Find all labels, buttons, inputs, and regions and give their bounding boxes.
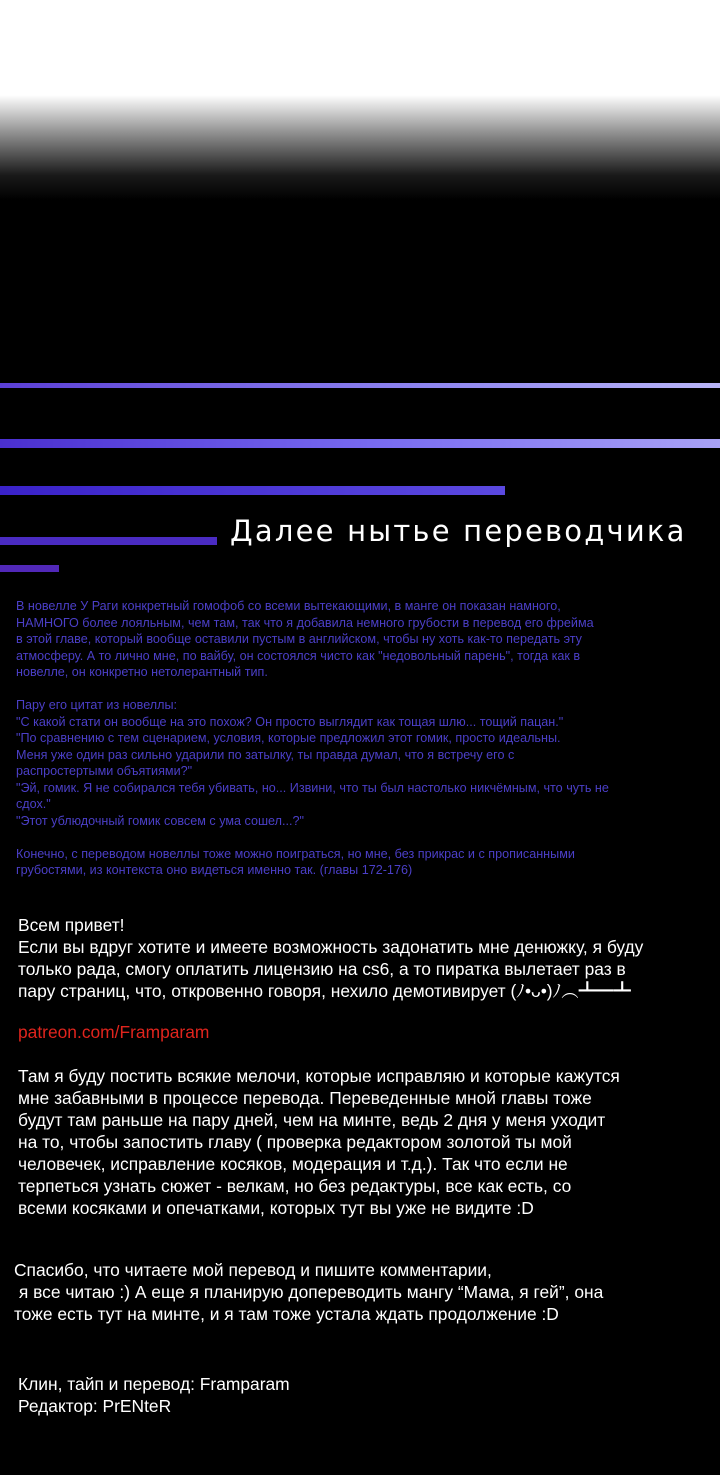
thanks-line: Спасибо, что читаете мой перевод и пишите комментарии, [14, 1260, 492, 1280]
quote-line: "Эй, гомик. Я не собирался тебя убивать, но... Извини, что ты был настолько никчёмным, что чуть не [16, 780, 609, 795]
quote-line: Меня уже один раз сильно ударили по затылку, ты правда думал, что я встречу его с [16, 747, 515, 762]
donation-message [18, 914, 718, 1002]
note-line: грубостями, из контекста оно видеться именно так. (главы 172-176) [16, 863, 413, 877]
quote-line: распростертыми объятиями?" [16, 764, 193, 778]
page-heading: Далее нытье переводчика [230, 514, 687, 548]
message-line: Там я буду постить всякие мелочи, которые исправляю и которые кажутся [18, 1066, 620, 1086]
message-line: Всем привет! [18, 915, 125, 935]
note-line: НАМНОГО более лояльным, чем там, так что я добавила немного грубости в перевод его фрейма [16, 615, 594, 630]
decor-bar-3 [0, 486, 505, 495]
patreon-link[interactable]: patreon.com/Framparam [18, 1022, 210, 1042]
message-line: пару страниц, что, откровенно говоря, нехило демотивирует (ﾉ•ᴗ•)ﾉ︵┻━┻ [18, 981, 631, 1001]
credits [18, 1373, 518, 1417]
note-line: в этой главе, который вообще оставили пустым в английском, чтобы ну хоть как-то передать эту [16, 632, 582, 646]
translator-note [16, 598, 716, 879]
message-line: только рада, смогу оплатить лицензию на cs6, а то пиратка вылетает раз в [18, 959, 626, 979]
credits-translator: Клин, тайп и перевод: Framparam [18, 1374, 290, 1394]
thanks-message [14, 1259, 718, 1325]
message-line: будут там раньше на пару дней, чем на минте, ведь 2 дня у меня уходит [18, 1110, 606, 1130]
note-line: В новелле У Раги конкретный гомофоб со всеми вытекающими, в манге он показан намного, [16, 599, 561, 613]
decor-bar-1 [0, 383, 720, 388]
thanks-line: я все читаю :) А еще я планирую допереводить мангу “Мама, я гей”, она [14, 1282, 604, 1302]
quote-line: "Этот ублюдочный гомик совсем с ума сошел...?" [16, 813, 304, 828]
decor-bar-5 [0, 565, 59, 572]
message-line: мне забавными в процессе перевода. Переведенные мной главы тоже [18, 1088, 592, 1108]
credits-editor: Редактор: PrENteR [18, 1396, 172, 1416]
note-line: новелле, он конкретно нетолерантный тип. [16, 665, 268, 679]
quote-line: "По сравнению с тем сценарием, условия, которые предложил этот гомик, просто идеальны. [16, 731, 561, 745]
decor-bar-4 [0, 537, 217, 545]
message-line: человечек, исправление косяков, модерация и т.д.). Так что если не [18, 1154, 568, 1174]
thanks-line: тоже есть тут на минте, и я там тоже устала ждать продолжение :D [14, 1304, 559, 1324]
note-line: атмосферу. А то лично мне, по вайбу, он состоялся чисто как "недовольный парень", тогда как в [16, 648, 581, 663]
decor-bar-2 [0, 439, 720, 448]
patreon-description [18, 1065, 718, 1219]
message-line: терпеться узнать сюжет - велкам, но без редактуры, все как есть, со [18, 1176, 572, 1196]
note-line: Конечно, с переводом новеллы тоже можно поиграться, но мне, без прикрас и с прописанными [16, 846, 575, 861]
quote-line: "С какой стати он вообще на это похож? Он просто выглядит как тощая шлю... тощий пацан." [16, 714, 564, 729]
top-white-fade [0, 0, 720, 200]
message-line: всеми косяками и опечатками, которых тут вы уже не видите :D [18, 1198, 534, 1218]
message-line: на то, чтобы запостить главу ( проверка редактором золотой ты мой [18, 1132, 572, 1152]
message-line: Если вы вдруг хотите и имеете возможность задонатить мне денюжку, я буду [18, 937, 644, 957]
note-line: Пару его цитат из новеллы: [16, 698, 178, 712]
quote-line: сдох." [16, 797, 51, 811]
